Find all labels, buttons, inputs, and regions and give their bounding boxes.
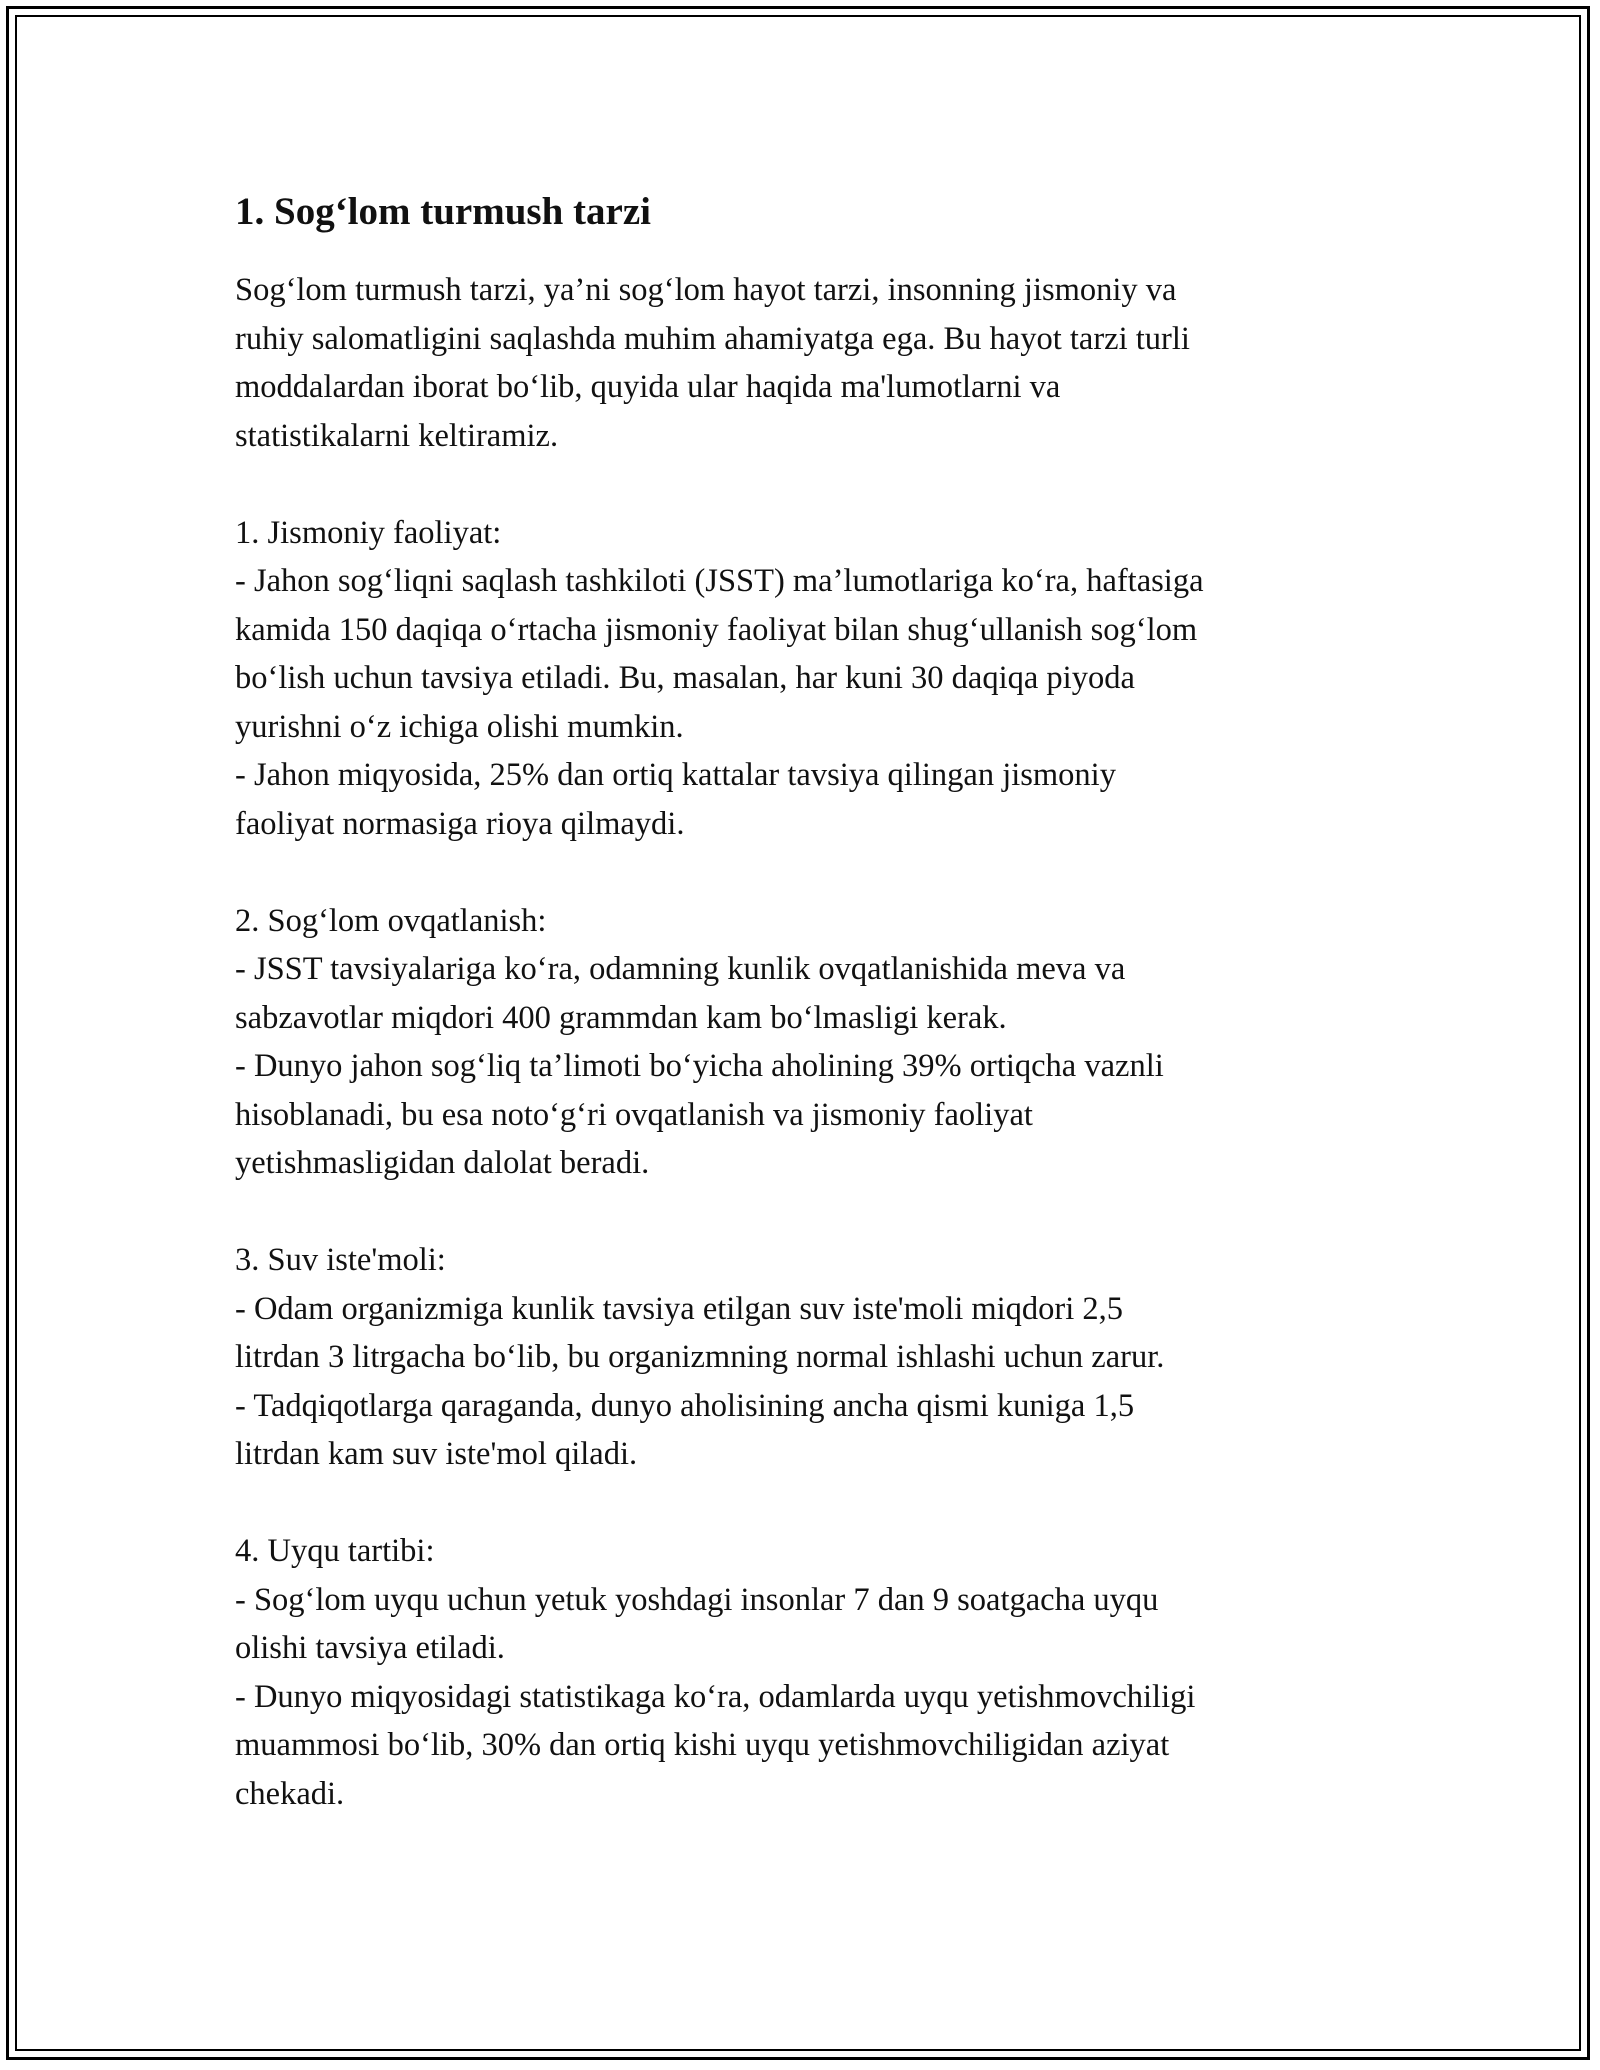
bullet-item: - Sog‘lom uyqu uchun yetuk yoshdagi insonlar 7 dan 9 soatgacha uyqu olishi tavsiya etiladi. xyxy=(235,1581,1159,1666)
document-body xyxy=(235,186,1375,1818)
intro-paragraph: Sog‘lom turmush tarzi, ya’ni sog‘lom hayot tarzi, insonning jismoniy va ruhiy salomatligini saqlashda muhim ahamiyatga ega. Bu hayot tarzi turli moddalardan iborat bo‘lib, quyida ular haqida ma'lumotlarni va statistikalarni keltiramiz. xyxy=(235,272,1190,454)
section-healthy-eating xyxy=(235,897,1375,1188)
section-heading: 4. Uyqu tartibi: xyxy=(235,1533,435,1569)
spacer xyxy=(235,1479,1375,1528)
bullet-item: - Dunyo jahon sog‘liq ta’limoti bo‘yicha aholining 39% ortiqcha vaznli hisoblanadi, bu esa noto‘g‘ri ovqatlanish va jismoniy faoliyat yetishmasligidan dalolat beradi. xyxy=(235,1048,1164,1181)
section-heading: 2. Sog‘lom ovqatlanish: xyxy=(235,902,547,939)
spacer xyxy=(235,460,1375,509)
spacer xyxy=(235,848,1375,897)
bullet-item: - Odam organizmiga kunlik tavsiya etilgan suv iste'moli miqdori 2,5 litrdan 3 litrgacha bo‘lib, bu organizmning normal ishlashi uchun zarur. xyxy=(235,1290,1165,1375)
bullet-item: - Jahon miqyosida, 25% dan ortiq kattalar tavsiya qilingan jismoniy faoliyat normasiga rioya qilmaydi. xyxy=(235,757,1116,842)
section-sleep-schedule xyxy=(235,1527,1375,1818)
section-water-intake xyxy=(235,1236,1375,1479)
section-heading: 1. Jismoniy faoliyat: xyxy=(235,514,502,551)
bullet-item: - JSST tavsiyalariga ko‘ra, odamning kunlik ovqatlanishida meva va sabzavotlar miqdori 400 grammdan kam bo‘lmasligi kerak. xyxy=(235,951,1126,1036)
spacer xyxy=(235,1188,1375,1237)
document-title: 1. Sog‘lom turmush tarzi xyxy=(235,190,651,233)
section-physical-activity xyxy=(235,509,1375,849)
bullet-item: - Jahon sog‘liqni saqlash tashkiloti (JSST) ma’lumotlariga ko‘ra, haftasiga kamida 150 daqiqa o‘rtacha jismoniy faoliyat bilan shug‘ullanish sog‘lom bo‘lish uchun tavsiya etiladi. Bu, masalan, har kuni 30 daqiqa piyoda yurishni o‘z ichiga olishi mumkin. xyxy=(235,563,1204,745)
bullet-item: - Tadqiqotlarga qaraganda, dunyo aholisining ancha qismi kuniga 1,5 litrdan kam suv iste'mol qiladi. xyxy=(235,1387,1135,1472)
section-heading: 3. Suv iste'moli: xyxy=(235,1242,446,1278)
bullet-item: - Dunyo miqyosidagi statistikaga ko‘ra, odamlarda uyqu yetishmovchiligi muammosi bo‘lib, 30% dan ortiq kishi uyqu yetishmovchiligidan aziyat chekadi. xyxy=(235,1678,1196,1812)
